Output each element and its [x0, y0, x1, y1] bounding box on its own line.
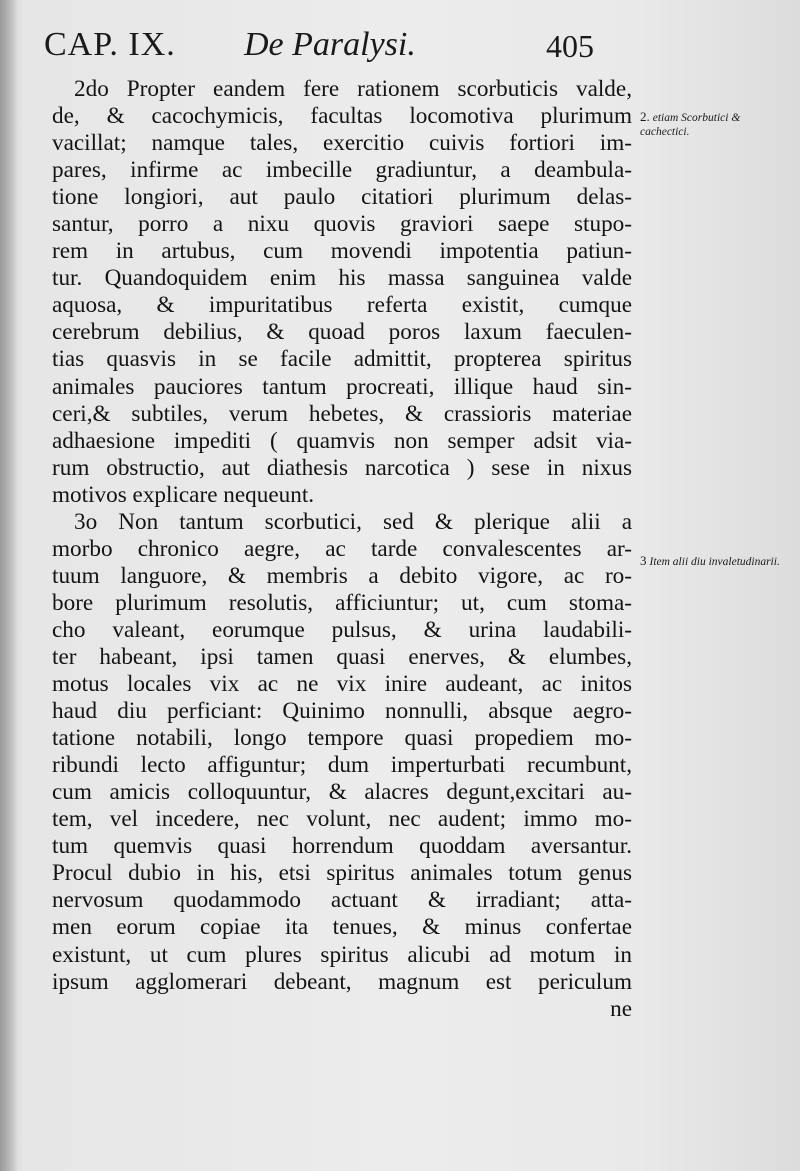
- margin-note-text: Item alii diu invaletudinarii.: [649, 556, 780, 568]
- catchword: ne: [610, 995, 632, 1022]
- text-line: tum quemvis quasi horrendum quoddam aversantur.: [52, 833, 632, 860]
- margin-note-number: 3: [640, 553, 647, 568]
- chapter-heading: CAP. IX.: [44, 26, 176, 63]
- text-line: 2do Propter eandem fere rationem scorbuticis valde,: [74, 76, 632, 102]
- text-line: rem in artubus, cum movendi impotentia patiun-: [52, 238, 632, 265]
- text-line: morbo chronico aegre, ac tarde convalescentes ar-: [52, 535, 632, 562]
- text-line: animales pauciores tantum procreati, illique haud sin-: [52, 373, 632, 400]
- text-line: cho valeant, eorumque pulsus, & urina laudabili-: [52, 616, 632, 643]
- text-line: motus locales vix ac ne vix inire audeant, ac initos: [52, 671, 632, 698]
- running-title: De Paralysi.: [244, 26, 416, 63]
- text-line: cerebrum debilius, & quoad poros laxum faeculen-: [52, 319, 632, 346]
- text-line: cum amicis colloquuntur, & alacres degunt,excitari au-: [52, 779, 632, 806]
- text-line: de, & cacochymicis, facultas locomotiva plurimum: [52, 103, 632, 130]
- text-line: ceri,& subtiles, verum hebetes, & crassioris materiae: [52, 400, 632, 427]
- text-line: tatione notabili, longo tempore quasi propediem mo-: [52, 725, 632, 752]
- text-line: tuum languore, & membris a debito vigore, ac ro-: [52, 562, 632, 589]
- text-line: motivos explicare nequeunt.: [52, 481, 315, 508]
- text-line: ter habeant, ipsi tamen quasi enerves, & elumbes,: [52, 643, 632, 670]
- body-text: [52, 76, 632, 1023]
- text-line: ipsum agglomerari debeant, magnum est periculum: [52, 968, 632, 995]
- margin-note: [640, 110, 790, 139]
- text-line: nervosum quodammodo actuant & irradiant; atta-: [52, 887, 632, 914]
- text-line: tur. Quandoquidem enim his massa sanguinea valde: [52, 265, 632, 292]
- text-line: adhaesione impediti ( quamvis non semper adsit via-: [52, 427, 632, 454]
- margin-note: [640, 554, 795, 569]
- page-number: 405: [546, 28, 594, 64]
- text-line: ribundi lecto affiguntur; dum imperturbati recumbunt,: [52, 752, 632, 779]
- text-line: tias quasvis in se facile admittit, propterea spiritus: [52, 346, 632, 373]
- text-line: men eorum copiae ita tenues, & minus confertae: [52, 914, 632, 941]
- text-line: vacillat; namque tales, exercitio cuivis fortiori im-: [52, 130, 632, 157]
- text-line: rum obstructio, aut diathesis narcotica ) sese in nixus: [52, 454, 632, 481]
- margin-note-number: 2.: [640, 109, 650, 124]
- page-gutter-shadow: [0, 0, 18, 1171]
- text-line: 3o Non tantum scorbutici, sed & plerique alii a: [74, 508, 632, 535]
- text-line: bore plurimum resolutis, afficiuntur; ut, cum stoma-: [52, 589, 632, 616]
- text-line: aquosa, & impuritatibus referta existit, cumque: [52, 292, 632, 319]
- text-line: santur, porro a nixu quovis graviori saepe stupo-: [52, 211, 632, 238]
- text-line: haud diu perficiant: Quinimo nonnulli, absque aegro-: [52, 698, 632, 725]
- text-line: pares, infirme ac imbecille gradiuntur, a deambula-: [52, 157, 632, 184]
- text-line: Procul dubio in his, etsi spiritus animales totum genus: [52, 860, 632, 887]
- text-line: tem, vel incedere, nec volunt, nec audent; immo mo-: [52, 806, 632, 833]
- margin-note-text: etiam Scorbutici & cachectici.: [640, 112, 741, 138]
- text-line: tione longiori, aut paulo citatiori plurimum delas-: [52, 184, 632, 211]
- running-header: [0, 24, 800, 74]
- text-line: existunt, ut cum plures spiritus alicubi ad motum in: [52, 941, 632, 968]
